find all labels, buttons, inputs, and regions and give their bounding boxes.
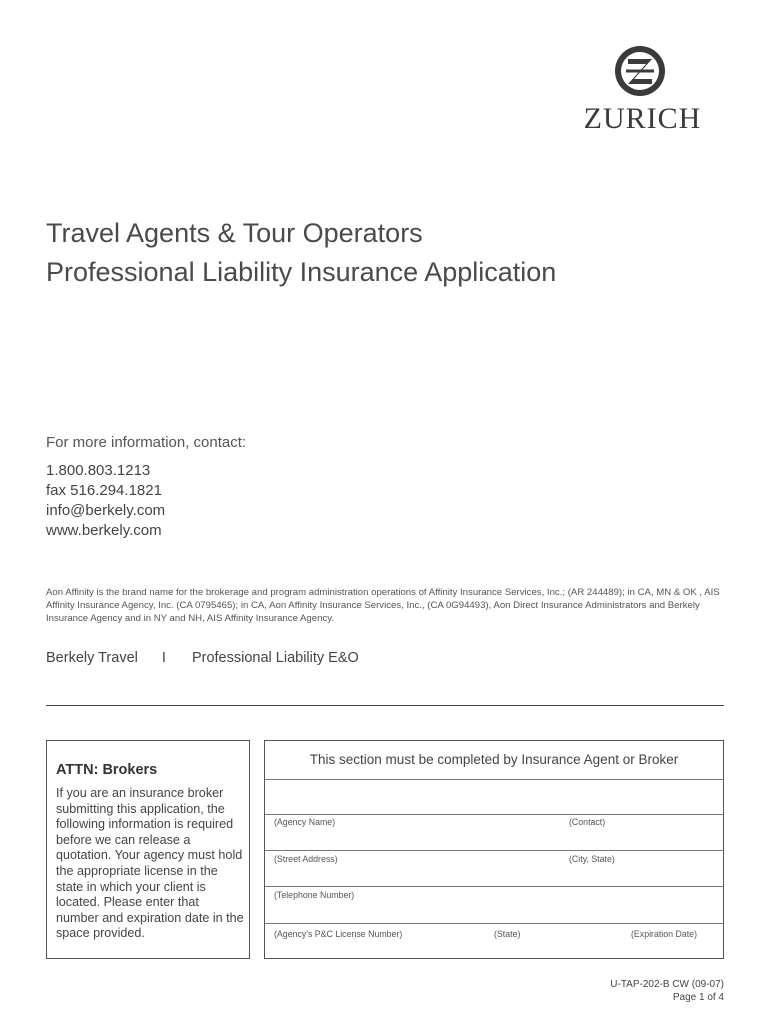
brand-product: Professional Liability E&O [191,650,359,666]
brand-line [46,650,359,666]
divider [46,705,724,706]
telephone-field[interactable]: (Telephone Number) [274,890,355,900]
disclaimer-text: Aon Affinity is the brand name for the brokerage and program administration operations of Affinity Insurance Services, Inc.; (AR 244489); in CA, MN & OK , AIS Affinity Insurance Agency, Inc. (CA 0795465); in CA, Aon Affinity Insurance Services, Inc., (CA 0G94493), Aon Direct Insurance Administrators and Berkely Insurance Agency and in NY and NH, AIS Affinity Insurance Agency. [46,587,720,624]
attn-body: If you are an insurance broker submitting this application, the following information is required before we can release a quotation. Your agency must hold the appropriate license in the state in which your client is located. Please enter that number and expiration date in the space provided. [56,786,244,941]
attn-title: ATTN: Brokers [56,762,158,778]
contact-heading: For more information, contact: [46,434,247,451]
city-state-field[interactable]: (City, State) [569,854,615,864]
zurich-z-icon [614,45,666,97]
form-rule [265,923,723,924]
broker-form [264,740,724,959]
brand-name: Berkely Travel [46,650,138,666]
street-address-field[interactable]: (Street Address) [274,854,338,864]
contact-website[interactable]: www.berkely.com [46,522,162,539]
agency-name-field[interactable]: (Agency Name) [274,817,336,827]
page-number: Page 1 of 4 [672,992,724,1003]
page-subtitle: Professional Liability Insurance Application [46,257,557,287]
contact-field[interactable]: (Contact) [569,817,606,827]
contact-phone: 1.800.803.1213 [46,462,151,479]
contact-email[interactable]: info@berkely.com [46,502,166,519]
form-rule [265,850,723,851]
form-rule [265,779,723,780]
form-rule [265,814,723,815]
attn-brokers-box [46,740,250,959]
zurich-logo-text: ZURICH [583,102,702,135]
brand-separator: I [161,650,166,666]
broker-form-header: This section must be completed by Insurance Agent or Broker [309,752,679,767]
license-state-field[interactable]: (State) [494,929,521,939]
expiration-date-field[interactable]: (Expiration Date) [631,929,698,939]
form-rule [265,886,723,887]
license-number-field[interactable]: (Agency's P&C License Number) [274,929,403,939]
page-title: Travel Agents & Tour Operators [46,218,423,248]
contact-fax: fax 516.294.1821 [46,482,162,499]
form-code: U-TAP-202-B CW (09-07) [610,979,724,990]
